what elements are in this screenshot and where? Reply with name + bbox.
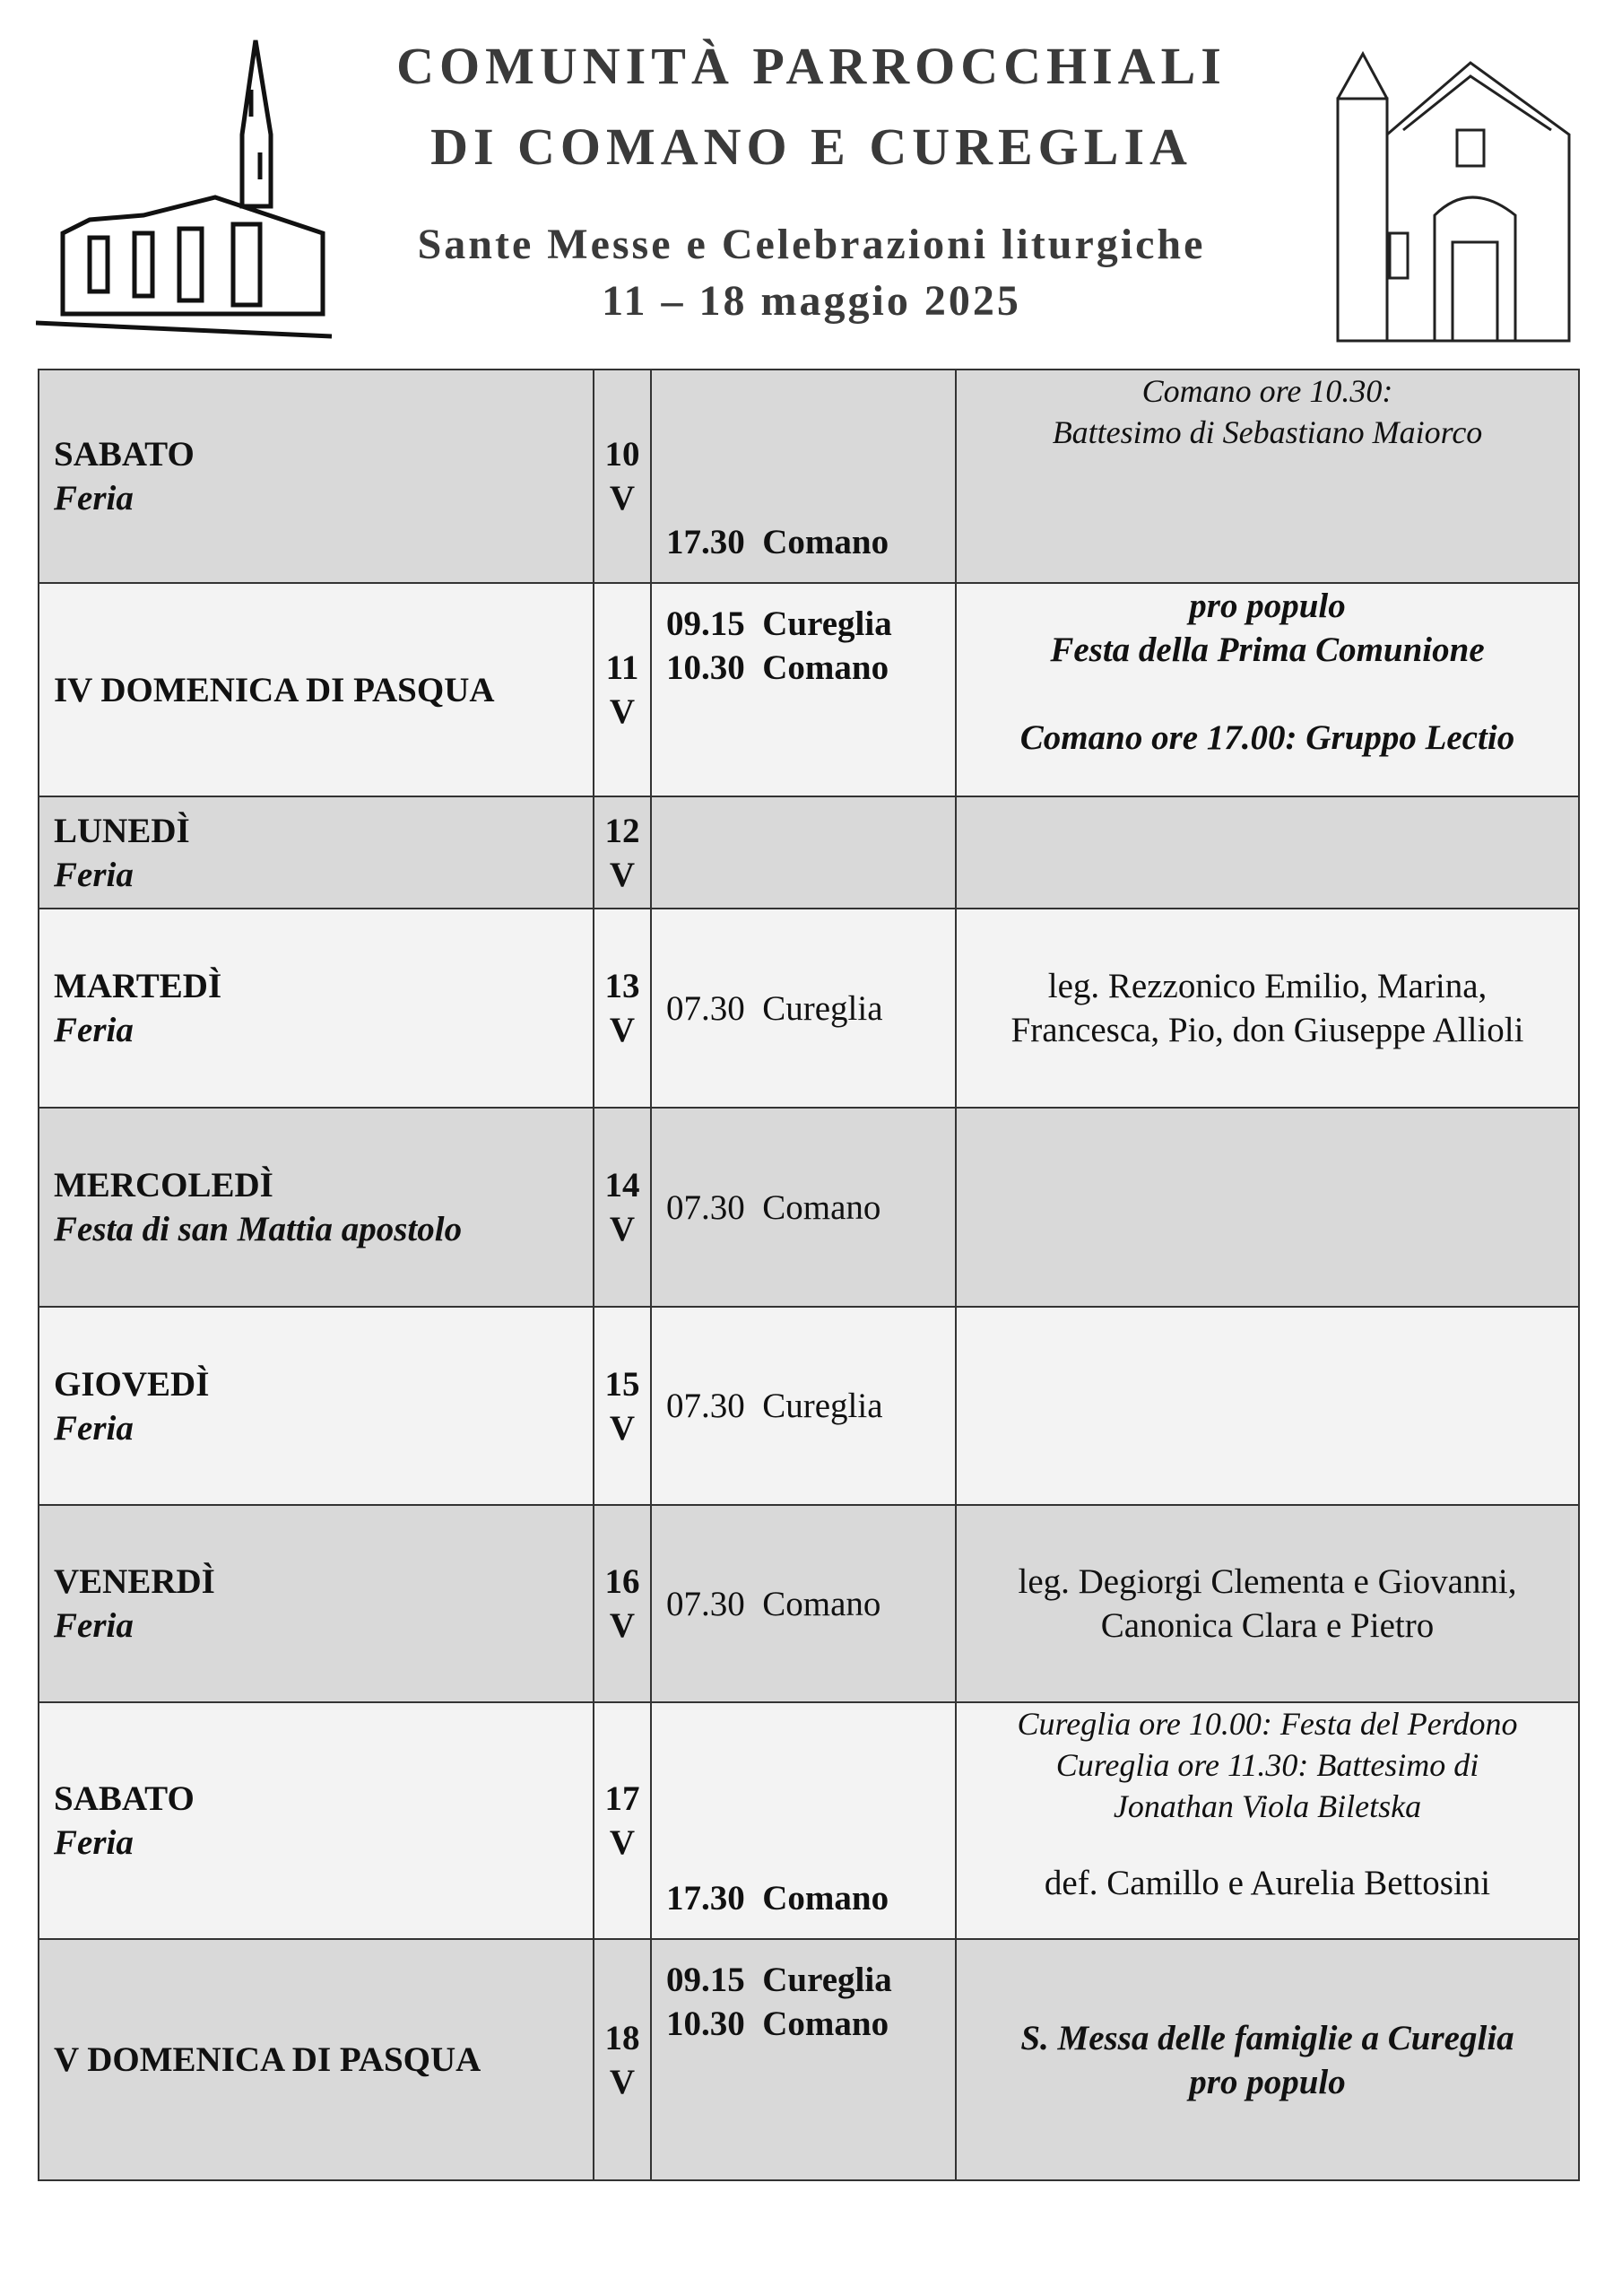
mass-time: 17.30 Comano xyxy=(666,523,889,561)
liturgical-color: V xyxy=(609,1823,636,1862)
date-range: 11 – 18 maggio 2025 xyxy=(602,277,1021,325)
note: Festa della Prima Comunione xyxy=(1050,631,1485,669)
day-cell xyxy=(39,796,594,909)
day-cell xyxy=(39,370,594,583)
day-name: IV DOMENICA DI PASQUA xyxy=(54,670,495,709)
times-cell xyxy=(651,1939,956,2180)
day-number: 17 xyxy=(604,1779,640,1818)
note: pro populo xyxy=(1189,2062,1346,2101)
note: def. Camillo e Aurelia Bettosini xyxy=(1044,1864,1491,1902)
mass-time: 09.15 Cureglia xyxy=(666,604,892,643)
liturgical-day: Feria xyxy=(54,479,134,517)
mass-time: 07.30 Comano xyxy=(666,1584,881,1623)
day-number: 11 xyxy=(605,648,639,687)
date-cell xyxy=(594,1505,651,1702)
day-cell xyxy=(39,1108,594,1307)
date-cell xyxy=(594,1307,651,1505)
day-cell xyxy=(39,1939,594,2180)
notes-cell xyxy=(956,1505,1579,1702)
times-cell xyxy=(651,796,956,909)
times-cell xyxy=(651,909,956,1108)
mass-time: 07.30 Cureglia xyxy=(666,988,883,1028)
times-cell xyxy=(651,1505,956,1702)
mass-time: 10.30 Comano xyxy=(666,2005,889,2043)
notes-cell xyxy=(956,583,1579,796)
liturgical-day: Feria xyxy=(54,1408,134,1448)
liturgical-day: Feria xyxy=(54,1823,134,1862)
day-number: 14 xyxy=(604,1166,640,1205)
day-name: MARTEDÌ xyxy=(54,967,222,1005)
mass-time: 17.30 Comano xyxy=(666,1879,889,1918)
times-cell xyxy=(651,583,956,796)
day-cell xyxy=(39,1307,594,1505)
day-number: 16 xyxy=(604,1562,640,1601)
liturgical-color: V xyxy=(609,855,636,894)
day-cell xyxy=(39,1702,594,1939)
liturgical-color: V xyxy=(609,2062,636,2101)
notes-cell xyxy=(956,1939,1579,2180)
times-cell xyxy=(651,1108,956,1307)
note: Cureglia ore 11.30: Battesimo di xyxy=(1055,1747,1479,1783)
day-name: SABATO xyxy=(54,435,195,474)
notes-cell xyxy=(956,1702,1579,1939)
day-name: SABATO xyxy=(54,1779,195,1818)
note: Battesimo di Sebastiano Maiorco xyxy=(1052,414,1483,450)
times-cell xyxy=(651,1702,956,1939)
table-row xyxy=(39,1939,1579,2180)
liturgical-day: Feria xyxy=(54,855,134,894)
table-row xyxy=(39,1307,1579,1505)
mass-time: 07.30 Cureglia xyxy=(666,1387,883,1425)
liturgical-day: Feria xyxy=(54,1011,134,1049)
date-cell xyxy=(594,1108,651,1307)
table-row xyxy=(39,909,1579,1108)
day-number: 15 xyxy=(604,1364,640,1404)
day-cell xyxy=(39,583,594,796)
liturgical-color: V xyxy=(609,1011,636,1049)
liturgical-color: V xyxy=(609,1210,636,1248)
notes-cell xyxy=(956,909,1579,1108)
date-cell xyxy=(594,1939,651,2180)
table-row xyxy=(39,370,1579,583)
date-cell xyxy=(594,796,651,909)
title-line-1: COMUNITÀ PARROCCHIALI xyxy=(396,37,1227,95)
day-cell xyxy=(39,1505,594,1702)
date-cell xyxy=(594,370,651,583)
liturgical-day: Feria xyxy=(54,1606,134,1645)
date-cell xyxy=(594,1702,651,1939)
note: Canonica Clara e Pietro xyxy=(1100,1606,1435,1645)
day-number: 12 xyxy=(604,811,640,850)
day-name: V DOMENICA DI PASQUA xyxy=(54,2040,481,2079)
note: Cureglia ore 10.00: Festa del Perdono xyxy=(1017,1706,1518,1742)
day-name: MERCOLEDÌ xyxy=(54,1166,273,1205)
date-cell xyxy=(594,583,651,796)
title-line-2: DI COMANO E CUREGLIA xyxy=(430,117,1193,176)
note: S. Messa delle famiglie a Cureglia xyxy=(1020,2018,1514,2057)
table-row xyxy=(39,1702,1579,1939)
table-row xyxy=(39,583,1579,796)
mass-time: 07.30 Comano xyxy=(666,1187,881,1227)
notes-cell xyxy=(956,796,1579,909)
day-number: 10 xyxy=(604,435,640,474)
schedule-table xyxy=(38,369,1580,2181)
note: Comano ore 17.00: Gruppo Lectio xyxy=(1019,718,1515,757)
day-name: GIOVEDÌ xyxy=(54,1364,210,1404)
times-cell xyxy=(651,1307,956,1505)
notes-cell xyxy=(956,1307,1579,1505)
times-cell xyxy=(651,370,956,583)
mass-time: 09.15 Cureglia xyxy=(666,1961,892,1999)
day-name: LUNEDÌ xyxy=(54,811,190,850)
liturgical-day: Festa di san Mattia apostolo xyxy=(54,1210,463,1248)
mass-time: 10.30 Comano xyxy=(666,648,889,687)
note: leg. Rezzonico Emilio, Marina, xyxy=(1047,967,1488,1005)
note: Francesca, Pio, don Giuseppe Allioli xyxy=(1010,1011,1524,1049)
day-cell xyxy=(39,909,594,1108)
cureglia-church-drawing xyxy=(1336,45,1574,350)
notes-cell xyxy=(956,370,1579,583)
liturgical-color: V xyxy=(609,1408,636,1448)
note: leg. Degiorgi Clementa e Giovanni, xyxy=(1018,1562,1517,1601)
table-row xyxy=(39,796,1579,909)
day-name: VENERDÌ xyxy=(54,1562,215,1601)
comano-church-drawing xyxy=(36,36,341,350)
liturgical-color: V xyxy=(609,692,636,731)
notes-cell xyxy=(956,1108,1579,1307)
note: Comano ore 10.30: xyxy=(1141,373,1393,409)
day-number: 13 xyxy=(604,967,640,1005)
note: pro populo xyxy=(1189,587,1346,625)
date-cell xyxy=(594,909,651,1108)
liturgical-color: V xyxy=(609,479,636,517)
subtitle: Sante Messe e Celebrazioni liturgiche xyxy=(417,221,1206,268)
day-number: 18 xyxy=(604,2018,640,2057)
table-row xyxy=(39,1108,1579,1307)
liturgical-color: V xyxy=(609,1606,636,1645)
note: Jonathan Viola Biletska xyxy=(1113,1788,1422,1824)
table-row xyxy=(39,1505,1579,1702)
